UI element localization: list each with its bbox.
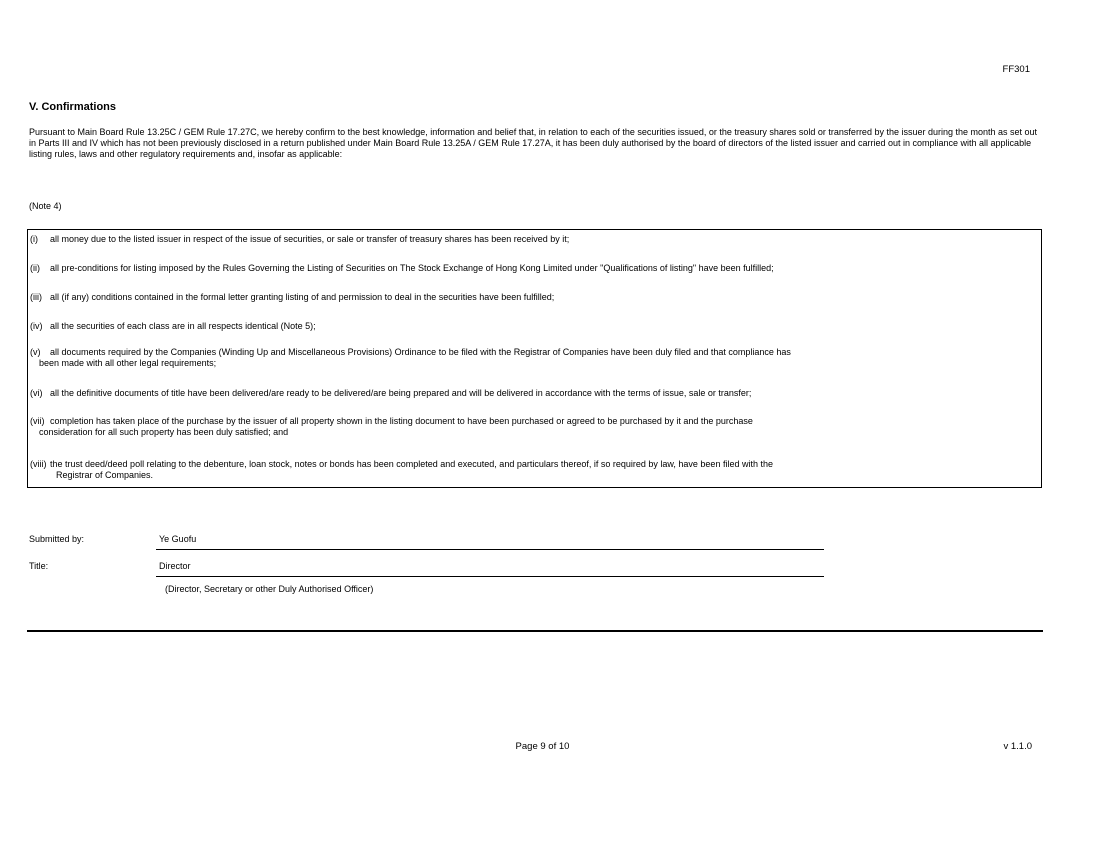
- item-text: all pre-conditions for listing imposed by the Rules Governing the Listing of Securities on The Stock Exchange of Hong Kong Limited under "Qualifications of listing" have been fulfilled;: [50, 263, 774, 273]
- item-number: (vi): [30, 388, 43, 398]
- item-number: (i): [30, 234, 38, 244]
- confirmation-item: [30, 321, 1035, 332]
- page-number: Page 9 of 10: [515, 741, 570, 752]
- footer-divider: [27, 630, 1043, 632]
- submitted-by-underline: [156, 549, 824, 550]
- submitted-by-label: Submitted by:: [29, 534, 85, 544]
- item-text: all the definitive documents of title have been delivered/are ready to be delivered/are being prepared and will be delivered in accordance with the terms of issue, sale or transfer;: [50, 388, 752, 398]
- confirmation-item: [30, 388, 1035, 399]
- title-value: Director: [159, 561, 191, 571]
- item-number: (v): [30, 347, 41, 357]
- section-title: V. Confirmations: [29, 101, 116, 113]
- confirmations-box: [27, 229, 1042, 488]
- item-text: completion has taken place of the purchase by the issuer of all property shown in the listing document to have been purchased or agreed to be purchased by it and the purchase: [50, 416, 753, 426]
- confirmation-item: [30, 234, 1035, 245]
- item-text-continuation: Registrar of Companies.: [56, 470, 154, 480]
- item-text-continuation: consideration for all such property has been duly satisfied; and: [39, 427, 289, 437]
- item-number: (iii): [30, 292, 42, 302]
- item-text: all documents required by the Companies (Winding Up and Miscellaneous Provisions) Ordinance to be filed with the Registrar of Companies have been duly filed and that compliance has: [50, 347, 791, 357]
- item-text: the trust deed/deed poll relating to the debenture, loan stock, notes or bonds has been completed and executed, and particulars thereof, if so required by law, have been filed with the: [50, 459, 773, 469]
- item-text: all money due to the listed issuer in respect of the issue of securities, or sale or transfer of treasury shares has been received by it;: [50, 234, 570, 244]
- confirmation-item: [30, 347, 1035, 369]
- confirmation-intro-paragraph: Pursuant to Main Board Rule 13.25C / GEM Rule 17.27C, we hereby confirm to the best knowledge, information and belief that, in relation to each of the securities issued, or the treasury shares sold or transferred by the issuer during the month as set out in Parts III and IV which has not been previously disclosed in a return published under Main Board Rule 13.25A / GEM Rule 17.27A, it has been duly authorised by the board of directors of the listed issuer and carried out in compliance with all applicable listing rules, laws and other regulatory requirements and, insofar as applicable:: [29, 127, 1038, 159]
- submitted-by-value: Ye Guofu: [159, 534, 197, 544]
- confirmation-item: [30, 459, 1035, 481]
- item-text-continuation: been made with all other legal requirements;: [39, 358, 217, 368]
- item-number: (vii): [30, 416, 45, 426]
- item-number: (ii): [30, 263, 40, 273]
- title-underline: [156, 576, 824, 577]
- form-code: FF301: [1002, 64, 1030, 75]
- title-label: Title:: [29, 561, 49, 571]
- title-note: (Director, Secretary or other Duly Authorised Officer): [165, 584, 374, 594]
- version-label: v 1.1.0: [1003, 741, 1032, 752]
- confirmation-item: [30, 416, 1035, 438]
- item-number: (viii): [30, 459, 47, 469]
- confirmation-item: [30, 263, 1035, 274]
- note-reference: (Note 4): [29, 201, 62, 211]
- item-text: all the securities of each class are in all respects identical (Note 5);: [50, 321, 316, 331]
- item-number: (iv): [30, 321, 43, 331]
- item-text: all (if any) conditions contained in the formal letter granting listing of and permission to deal in the securities have been fulfilled;: [50, 292, 555, 302]
- confirmation-item: [30, 292, 1035, 303]
